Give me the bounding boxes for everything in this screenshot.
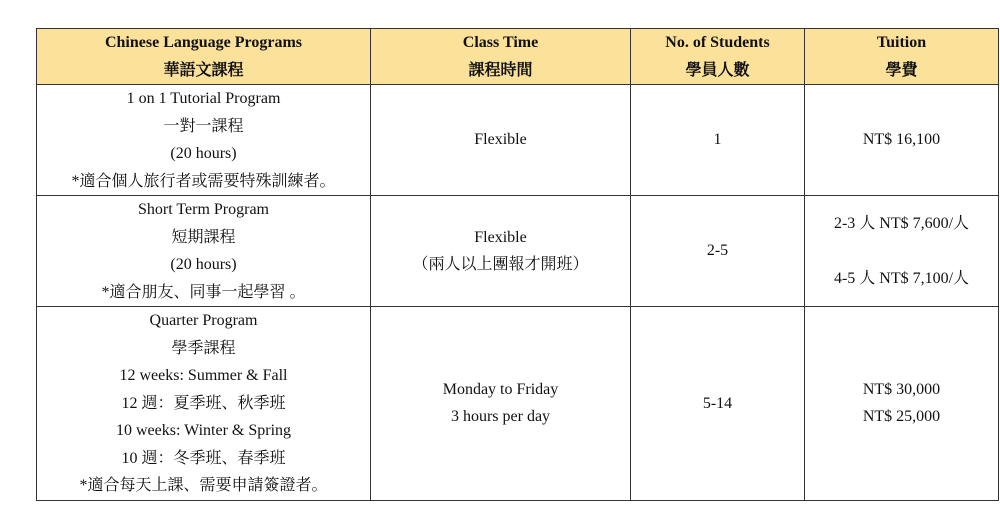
students-cell [631,196,805,307]
header-tuition [805,29,999,85]
program-hours: (20 hours) [170,145,237,162]
class-time-text: Flexible [474,228,527,246]
header-tuition-zh: 學費 [885,61,918,79]
program-cell [37,307,371,501]
header-program [37,29,371,85]
program-term-12-zh: 12 週：夏季班、秋季班 [121,394,286,412]
program-term-12-en: 12 weeks: Summer & Fall [119,367,288,384]
students-text: 2-5 [706,242,729,260]
tuition-text-10-weeks: NT$ 25,000 [862,408,941,426]
program-term-10-en: 10 weeks: Winter & Spring [115,422,292,439]
students-cell [631,307,805,501]
header-students-zh: 學員人數 [685,61,750,79]
program-name-en: 1 on 1 Tutorial Program [126,90,281,107]
header-students-en: No. of Students [665,34,770,51]
program-name-en: Short Term Program [137,201,269,218]
table-row-tutorial [37,85,999,196]
program-hours: (20 hours) [170,256,237,273]
program-note: *適合朋友、同事一起學習 。 [101,283,306,301]
program-name-zh: 一對一課程 [163,117,244,135]
table-row-short-term [37,196,999,307]
program-note: *適合每天上課、需要申請簽證者。 [79,477,328,494]
header-tuition-en: Tuition [876,34,927,51]
programs-table [36,28,999,501]
program-name-en: Quarter Program [149,312,258,329]
tuition-spacer [809,238,994,265]
class-time-text: Monday to Friday [442,380,559,398]
students-cell [631,85,805,196]
header-class-time [371,29,631,85]
program-term-10-zh: 10 週：冬季班、春季班 [121,449,286,467]
header-class-time-en: Class Time [462,34,539,51]
header-students [631,29,805,85]
class-time-text: Flexible [474,131,527,149]
class-time-hours: 3 hours per day [450,408,551,426]
program-note: *適合個人旅行者或需要特殊訓練者。 [71,172,336,190]
students-text: 5-14 [702,394,733,412]
header-row [37,29,999,85]
class-time-note: （兩人以上團報才開班） [412,256,589,273]
students-text: 1 [713,131,722,149]
header-program-en: Chinese Language Programs [104,34,303,51]
tuition-cell [805,307,999,501]
program-name-zh: 短期課程 [171,228,236,246]
tuition-text-12-weeks: NT$ 30,000 [862,380,941,398]
class-time-cell [371,85,631,196]
header-program-zh: 華語文課程 [163,61,244,79]
tuition-text-group-small: 2-3 人 NT$ 7,600/人 [833,215,970,232]
program-name-zh: 學季課程 [171,339,236,357]
tuition-cell [805,196,999,307]
program-cell [37,85,371,196]
class-time-cell [371,307,631,501]
tuition-cell [805,85,999,196]
tuition-text-group-large: 4-5 人 NT$ 7,100/人 [833,269,970,287]
tuition-text: NT$ 16,100 [862,131,941,149]
program-cell [37,196,371,307]
class-time-cell [371,196,631,307]
table-row-quarter [37,307,999,501]
header-class-time-zh: 課程時間 [468,61,533,79]
